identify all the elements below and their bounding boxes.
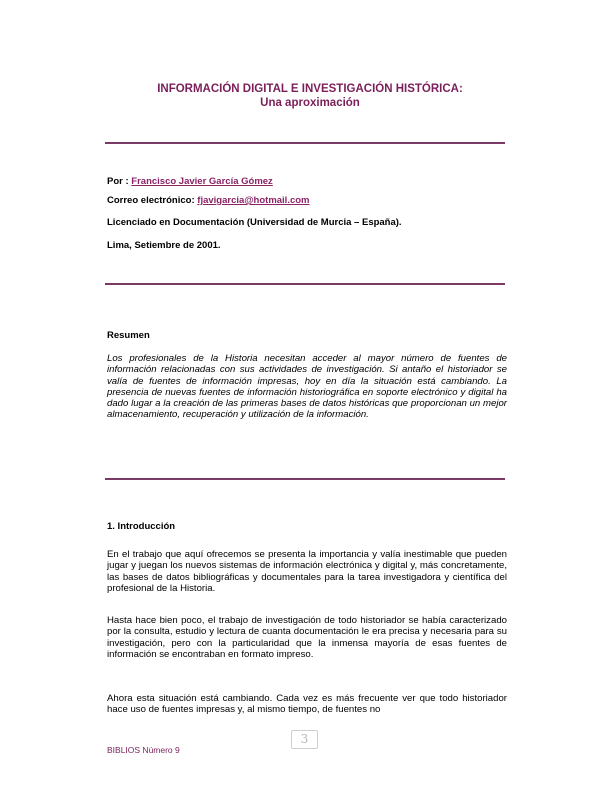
title-line-1: INFORMACIÓN DIGITAL E INVESTIGACIÓN HISTÓRICA: [157,83,463,95]
abstract-text: Los profesionales de la Historia necesitan acceder al mayor número de fuentes de información relacionadas con sus actividades de investigación. Si antaño el historiador se valía de fuentes de información impresas, hoy en día la situación está cambiando. La presencia de nuevas fuentes de información historiográfica en soporte electrónico y digital ha dado lugar a la creación de las primeras bases de datos históricas que proporcionan un mejor almacenamiento, recuperación y utilización de la información. [107,353,507,421]
section-heading-introduction: 1. Introducción [107,521,176,532]
paragraph: En el trabajo que aquí ofrecemos se presenta la importancia y valía inestimable que pueden jugar y juegan los nuevos sistemas de información electrónica y digital y, más concretamente, las bases de datos bibliográficas y documentales para la tarea investigadora y científica del profesional de la Historia. [107,549,507,594]
footer-journal: BIBLIOS Número 9 [107,745,180,755]
author-line [107,176,273,188]
email-label: Correo electrónico: [107,195,198,206]
author-name-link[interactable]: Francisco Javier García Gómez [131,176,273,187]
divider-rule [105,283,505,285]
paragraph: Ahora esta situación está cambiando. Cada vez es más frecuente ver que todo historiador hace uso de fuentes impresas y, al mismo tiempo, de fuentes no [107,693,507,716]
page-number: 3 [291,730,318,749]
email-link[interactable]: fjavigarcia@hotmail.com [197,195,310,206]
place-date-line: Lima, Setiembre de 2001. [107,240,221,251]
divider-rule [105,478,505,480]
title-line-2: Una aproximación [260,97,360,109]
email-line [107,195,310,207]
paragraph: Hasta hace bien poco, el trabajo de investigación de todo historiador se había caracterizado por la consulta, estudio y lectura de cuanta documentación le era precisa y necesaria para su investigación, pero con la particularidad que la inmensa mayoría de esas fuentes de información se encontraban en formato impreso. [107,615,507,660]
by-label: Por : [107,176,132,187]
divider-rule [105,142,505,144]
degree-line: Licenciado en Documentación (Universidad de Murcia – España). [107,217,402,228]
document-title [100,82,520,110]
abstract-heading: Resumen [107,330,150,341]
